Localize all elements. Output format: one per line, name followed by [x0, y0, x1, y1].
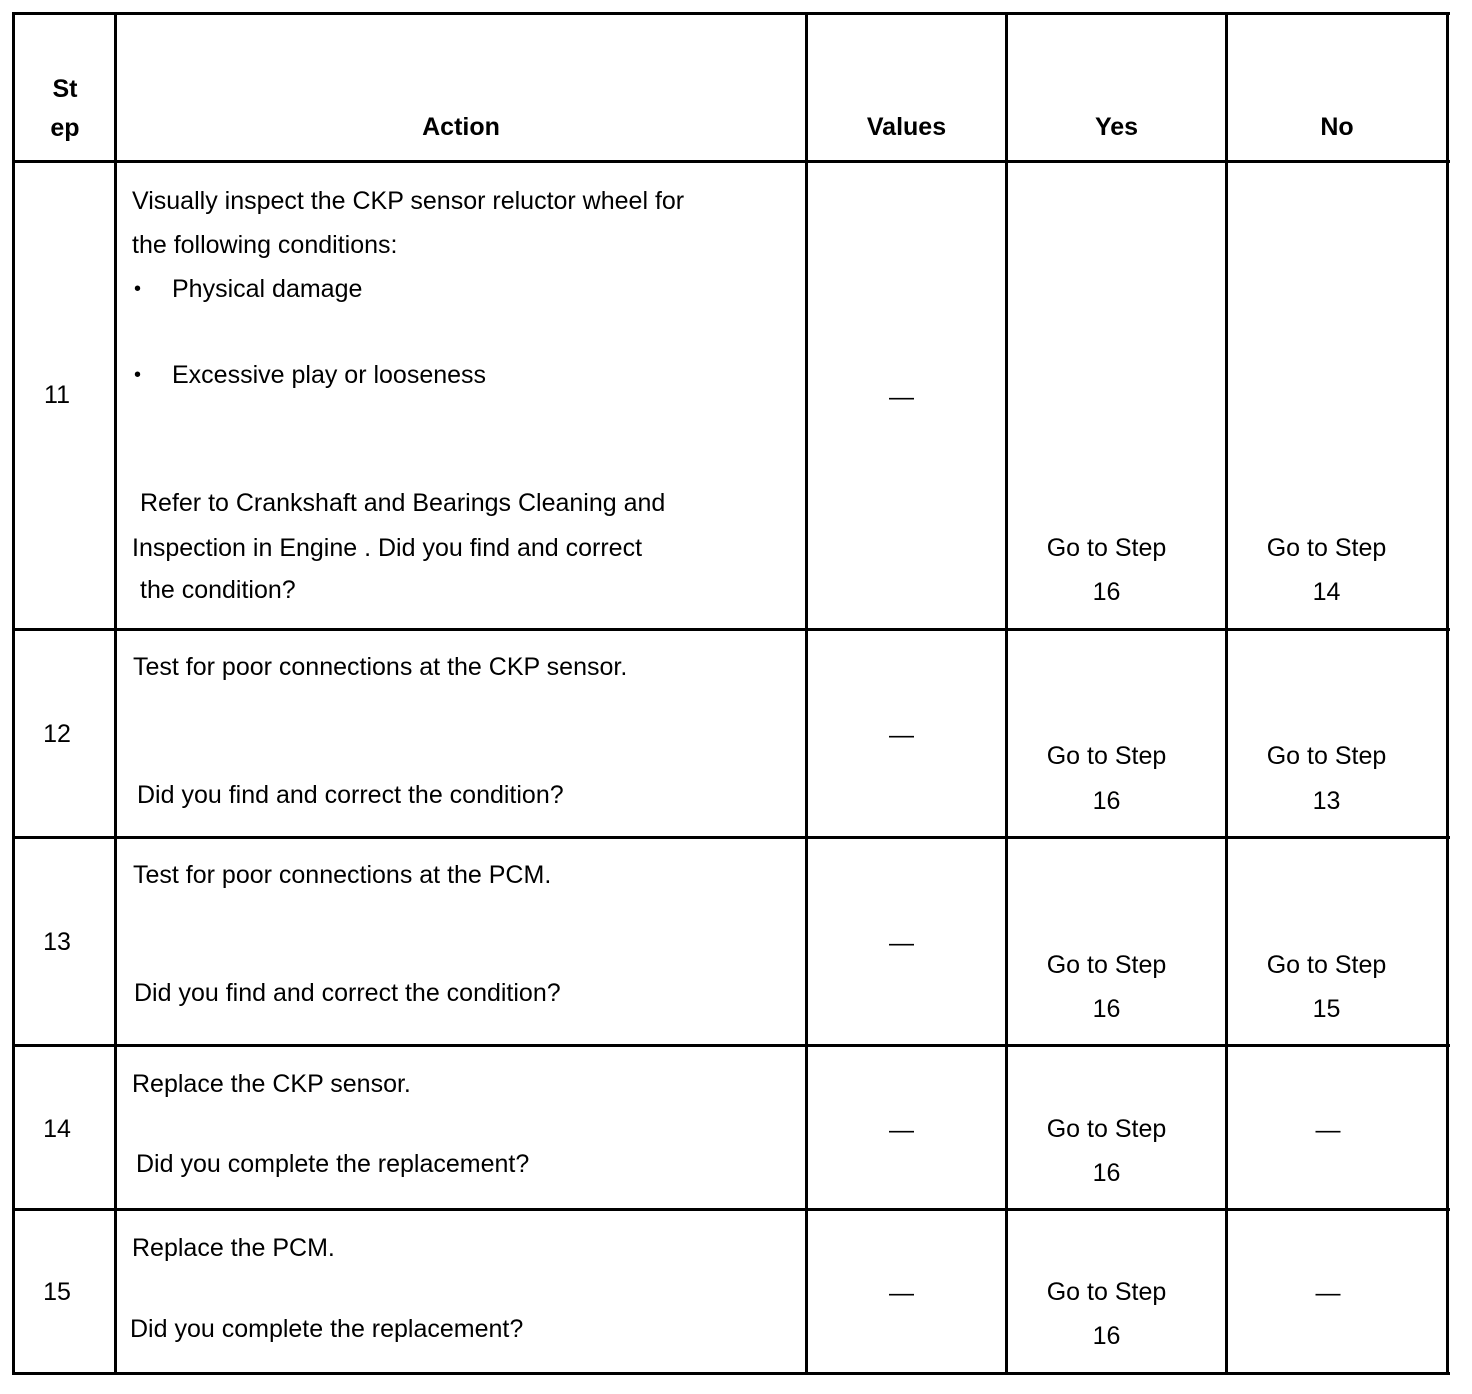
- column-divider: [1225, 13, 1228, 1375]
- header-values: Values: [866, 113, 947, 141]
- action-line: Replace the CKP sensor.: [132, 1070, 411, 1098]
- action-line: Did you complete the replacement?: [136, 1150, 530, 1178]
- no-cell: Go to Step: [1266, 534, 1387, 562]
- bullet-glyph: •: [134, 364, 142, 386]
- bullet-item: Physical damage: [172, 275, 363, 303]
- header-action: Action: [422, 113, 500, 141]
- no-cell: Go to Step: [1266, 742, 1387, 770]
- row-divider: [12, 1044, 1450, 1047]
- yes-cell: Go to Step: [1046, 742, 1167, 770]
- action-line: the following conditions:: [132, 231, 398, 259]
- row-divider: [12, 628, 1450, 631]
- step-number: 13: [43, 928, 71, 956]
- action-line: Did you complete the replacement?: [130, 1315, 524, 1343]
- step-number: 11: [44, 381, 70, 409]
- column-divider: [114, 13, 117, 1375]
- header-step-line1: St: [52, 75, 78, 103]
- bullet-glyph: •: [134, 278, 142, 300]
- yes-cell: Go to Step: [1046, 951, 1167, 979]
- yes-cell: Go to Step: [1046, 1278, 1167, 1306]
- yes-cell: 16: [1092, 787, 1121, 815]
- action-line: Did you find and correct the condition?: [134, 979, 561, 1007]
- step-number: 14: [43, 1115, 71, 1143]
- value-cell: —: [889, 383, 914, 411]
- row-divider: [12, 1208, 1450, 1211]
- bullet-item: Excessive play or looseness: [172, 361, 487, 389]
- header-divider: [12, 160, 1450, 163]
- header-no: No: [1320, 113, 1354, 141]
- yes-cell: 16: [1092, 1159, 1121, 1187]
- action-line: Test for poor connections at the CKP sensor.: [133, 653, 628, 681]
- yes-cell: Go to Step: [1046, 534, 1167, 562]
- header-yes: Yes: [1094, 113, 1139, 141]
- action-line: Replace the PCM.: [132, 1234, 335, 1262]
- table-border-bottom: [12, 1372, 1450, 1375]
- value-cell: —: [889, 721, 914, 749]
- no-cell: Go to Step: [1266, 951, 1387, 979]
- yes-cell: 16: [1092, 1322, 1121, 1350]
- table-border-left: [12, 13, 15, 1375]
- no-cell: —: [1315, 1279, 1341, 1307]
- step-number: 15: [43, 1278, 71, 1306]
- header-step-line2: ep: [50, 114, 80, 142]
- no-cell: —: [1315, 1116, 1341, 1144]
- header-step: [15, 74, 115, 143]
- step-number: 12: [43, 720, 71, 748]
- action-line: Did you find and correct the condition?: [137, 781, 564, 809]
- row-divider: [12, 836, 1450, 839]
- yes-cell: 16: [1092, 578, 1121, 606]
- action-line: the condition?: [140, 576, 296, 604]
- value-cell: —: [889, 929, 914, 957]
- no-cell: 14: [1312, 578, 1341, 606]
- action-line: Inspection in Engine . Did you find and correct: [132, 534, 643, 562]
- table-border-top: [12, 12, 1450, 15]
- table-border-right: [1446, 13, 1449, 1375]
- column-divider: [805, 13, 808, 1375]
- action-line: Visually inspect the CKP sensor reluctor wheel for: [132, 187, 685, 215]
- no-cell: 13: [1312, 787, 1341, 815]
- value-cell: —: [889, 1116, 914, 1144]
- yes-cell: Go to Step: [1046, 1115, 1167, 1143]
- value-cell: —: [889, 1279, 914, 1307]
- action-line: Test for poor connections at the PCM.: [133, 861, 552, 889]
- action-line: Refer to Crankshaft and Bearings Cleaning and: [140, 489, 666, 517]
- no-cell: 15: [1312, 995, 1341, 1023]
- yes-cell: 16: [1092, 995, 1121, 1023]
